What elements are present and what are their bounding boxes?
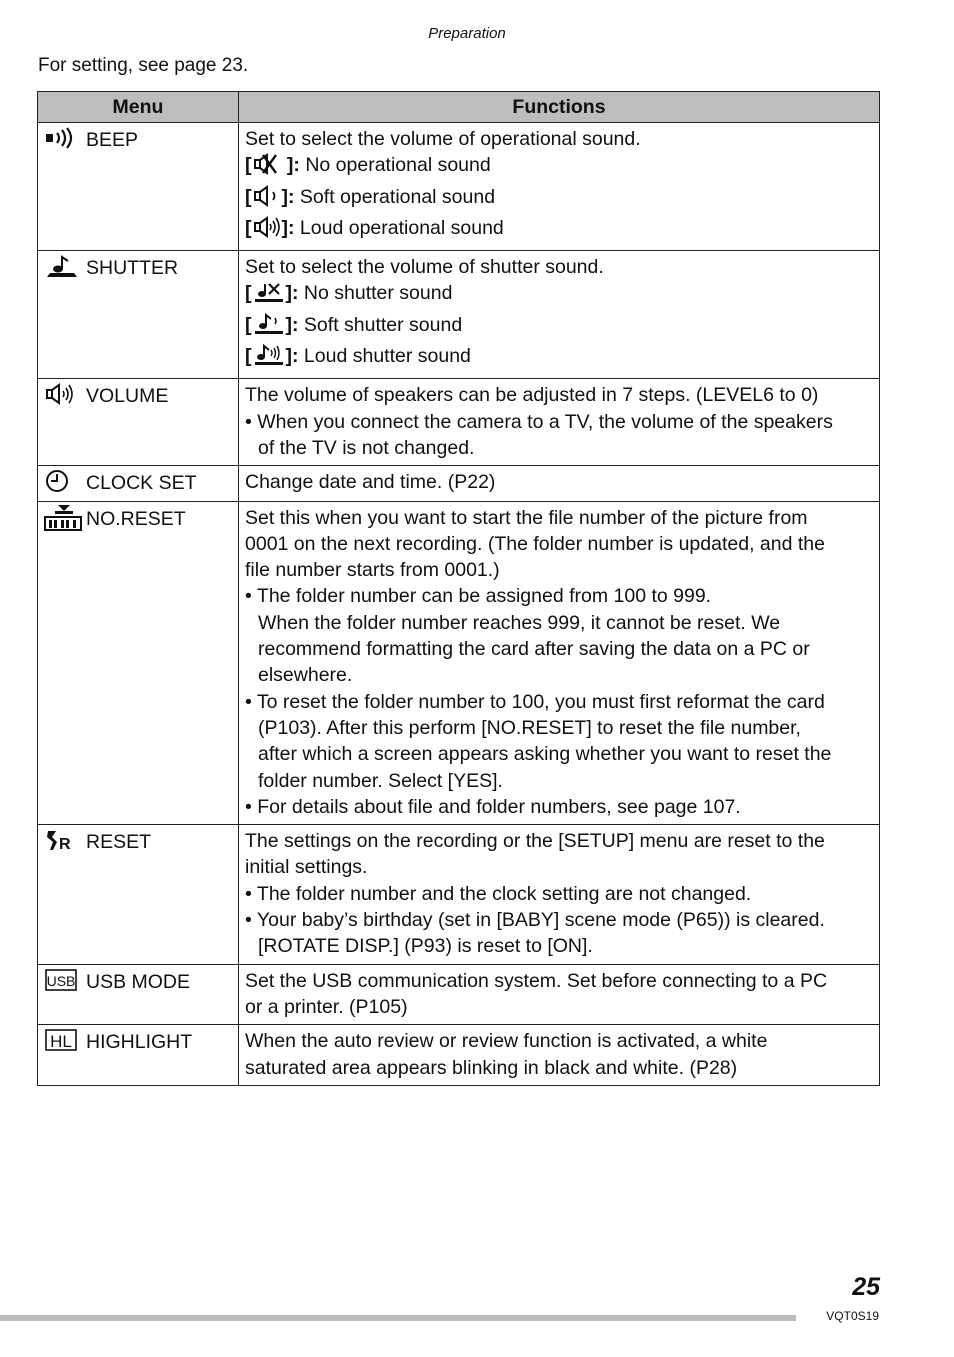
function-text: Change date and time. (P22)	[245, 471, 496, 494]
table-row	[38, 825, 880, 964]
menu-label-highlight: HIGHLIGHT	[86, 1031, 193, 1054]
option-line: [ ]: Loud operational sound	[245, 215, 873, 246]
document-code: VQT0S19	[826, 1309, 879, 1323]
table-row	[38, 466, 880, 501]
function-text: saturated area appears blinking in black and white. (P28)	[245, 1056, 738, 1079]
functions-cell	[239, 825, 880, 964]
svg-text:USB: USB	[46, 972, 76, 989]
table-row	[38, 1025, 880, 1086]
option-text: No shutter sound	[303, 282, 453, 305]
functions-cell	[239, 1025, 880, 1086]
sound-off-icon	[252, 152, 282, 183]
option-text: Soft shutter sound	[303, 313, 463, 336]
functions-cell	[239, 123, 880, 251]
bullet-text: (P103). After this perform [NO.RESET] to reset the file number,	[258, 716, 801, 739]
menu-cell	[38, 123, 239, 251]
menu-cell	[38, 466, 239, 501]
shutter-soft-icon	[252, 312, 286, 343]
bullet-text: [ROTATE DISP.] (P93) is reset to [ON].	[258, 935, 593, 958]
option-line: [ ]: Soft operational sound	[245, 184, 873, 215]
function-text: Set this when you want to start the file number of the picture from	[245, 506, 808, 529]
bullet-item: • For details about file and folder numbers, see page 107.	[245, 795, 741, 818]
bullet-text: For details about file and folder numbers, see page 107.	[257, 795, 741, 818]
table-row	[38, 251, 880, 379]
function-text: 0001 on the next recording. (The folder number is updated, and the	[245, 532, 825, 555]
table-row	[38, 501, 880, 825]
beep-icon	[44, 126, 80, 150]
function-text: file number starts from 0001.)	[245, 559, 500, 582]
option-text: Loud operational sound	[299, 216, 504, 239]
bullet-text: Your baby’s birthday (set in [BABY] scene mode (P65)) is cleared.	[256, 909, 825, 932]
menu-label-clock-set: CLOCK SET	[86, 472, 197, 495]
menu-label-usb-mode: USB MODE	[86, 970, 191, 993]
running-head: Preparation	[428, 25, 506, 42]
function-text: The settings on the recording or the [SETUP] menu are reset to the	[245, 830, 825, 853]
function-text: Set to select the volume of shutter sound.	[245, 256, 604, 279]
functions-cell	[239, 501, 880, 825]
function-text: The volume of speakers can be adjusted in 7 steps. (LEVEL6 to 0)	[245, 384, 819, 407]
bullet-item: • To reset the folder number to 100, you must first reformat the card	[245, 690, 825, 713]
shutter-off-icon	[252, 280, 286, 311]
volume-icon	[44, 382, 80, 406]
bullet-text: after which a screen appears asking whether you want to reset the	[258, 743, 832, 766]
intro-text: For setting, see page 23.	[38, 55, 249, 76]
bullet-text: folder number. Select [YES].	[258, 769, 503, 792]
bullet-item: • The folder number and the clock setting are not changed.	[245, 882, 752, 905]
table-row	[38, 964, 880, 1025]
menu-label-beep: BEEP	[86, 129, 139, 151]
highlight-icon	[44, 1028, 80, 1052]
footer-bar	[0, 1315, 796, 1321]
option-line: [ ]: Loud shutter sound	[245, 343, 873, 374]
clock-icon	[44, 469, 80, 493]
function-text: Set the USB communication system. Set before connecting to a PC	[245, 969, 828, 992]
number-reset-icon	[44, 505, 80, 529]
option-text: No operational sound	[305, 154, 491, 177]
menu-cell	[38, 1025, 239, 1086]
function-text: Set to select the volume of operational sound.	[245, 128, 641, 150]
option-line: [ ]: No operational sound	[245, 152, 873, 183]
option-text: Soft operational sound	[299, 185, 496, 208]
bullet-text: When you connect the camera to a TV, the volume of the speakers	[257, 410, 833, 433]
bullet-item: • The folder number can be assigned from 100 to 999.	[245, 585, 712, 608]
svg-text:R: R	[59, 836, 71, 853]
functions-cell	[239, 379, 880, 466]
menu-label-shutter: SHUTTER	[86, 257, 179, 280]
menu-cell	[38, 379, 239, 466]
bullet-text: To reset the folder number to 100, you must first reformat the card	[256, 690, 825, 713]
table-row	[38, 379, 880, 466]
menu-cell	[38, 964, 239, 1025]
function-text: When the auto review or review function is activated, a white	[245, 1030, 768, 1053]
sound-soft-icon	[252, 184, 282, 215]
menu-column-header: Menu	[38, 92, 239, 123]
option-text: Loud shutter sound	[303, 345, 471, 368]
functions-cell	[239, 466, 880, 501]
reset-icon	[44, 828, 80, 852]
bullet-text: When the folder number reaches 999, it cannot be reset. We	[258, 611, 781, 634]
page-number: 25	[852, 1273, 880, 1301]
menu-cell	[38, 251, 239, 379]
function-text: or a printer. (P105)	[245, 995, 408, 1018]
shutter-loud-icon	[252, 343, 286, 374]
bullet-text: The folder number and the clock setting are not changed.	[256, 882, 752, 905]
functions-cell	[239, 251, 880, 379]
menu-cell	[38, 501, 239, 825]
usb-icon	[44, 968, 80, 992]
sound-loud-icon	[252, 215, 282, 246]
menu-label-reset: RESET	[86, 831, 152, 854]
bullet-item: • Your baby’s birthday (set in [BABY] scene mode (P65)) is cleared.	[245, 909, 825, 932]
bullet-text: The folder number can be assigned from 100 to 999.	[256, 585, 712, 608]
function-text: initial settings.	[245, 856, 368, 879]
functions-cell	[239, 964, 880, 1025]
bullet-text: recommend formatting the card after saving the data on a PC or	[258, 638, 810, 661]
bullet-item: • When you connect the camera to a TV, the volume of the speakers	[245, 410, 833, 433]
menu-functions-table	[37, 91, 880, 1086]
menu-label-no-reset: NO.RESET	[86, 507, 186, 530]
table-row	[38, 123, 880, 251]
bullet-text: elsewhere.	[258, 664, 353, 687]
shutter-sound-icon	[44, 254, 80, 278]
option-line: [ ]: No shutter sound	[245, 280, 873, 311]
menu-label-volume: VOLUME	[86, 385, 169, 408]
option-line: [ ]: Soft shutter sound	[245, 312, 873, 343]
menu-cell	[38, 825, 239, 964]
functions-column-header: Functions	[239, 92, 880, 123]
bullet-text: of the TV is not changed.	[258, 436, 475, 459]
table-header-row	[38, 92, 880, 123]
svg-text:HL: HL	[50, 1032, 72, 1052]
